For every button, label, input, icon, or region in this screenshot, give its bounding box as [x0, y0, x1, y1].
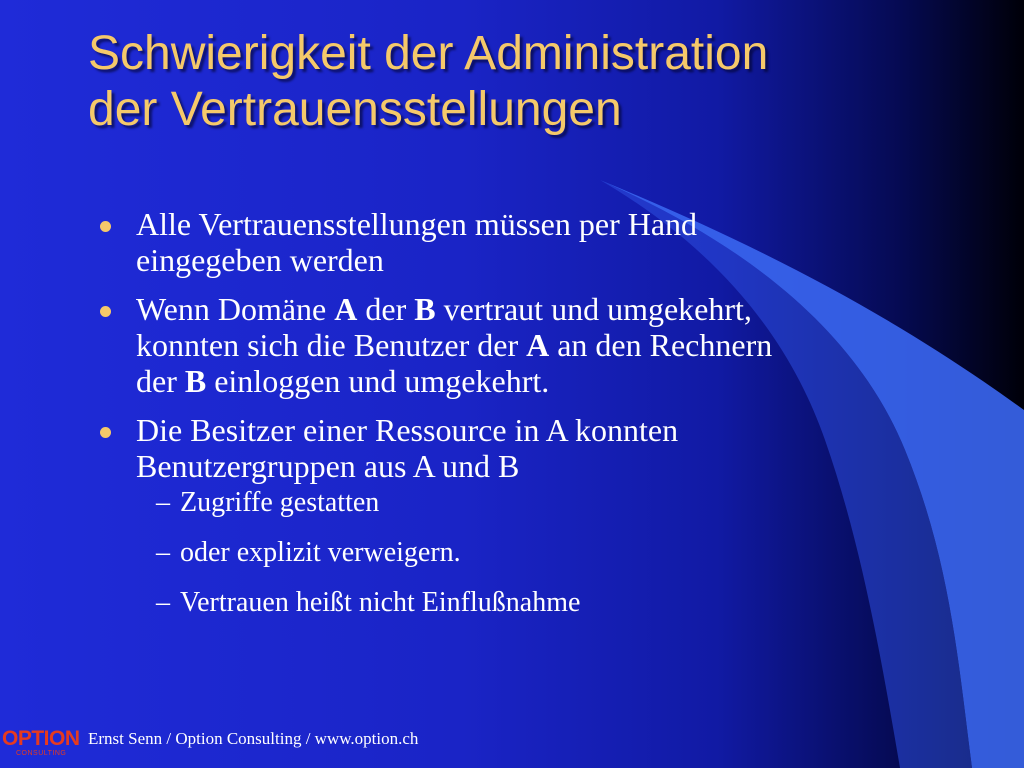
logo-wordmark: OPTION	[2, 727, 80, 750]
bullet-item	[100, 412, 940, 484]
title-line-2: der Vertrauensstellungen	[88, 83, 622, 136]
sub-bullet-item	[100, 487, 940, 519]
bullet-text: Die Besitzer einer Ressource in A konnten	[136, 412, 679, 448]
bullet-line	[136, 363, 940, 399]
sub-bullet-list	[100, 487, 940, 619]
bullet-line	[136, 291, 940, 327]
bold-text: B	[184, 363, 207, 399]
sub-bullet-item	[100, 587, 940, 619]
bullet-text: der	[136, 363, 185, 399]
bold-text: A	[526, 327, 550, 363]
bullet-line	[136, 327, 940, 363]
bullet-text: vertraut und umgekehrt,	[435, 291, 752, 327]
bold-text: B	[414, 291, 436, 327]
bullet-dot-icon	[100, 306, 111, 317]
dash-marker: –	[156, 487, 170, 518]
sub-bullet-item	[100, 537, 940, 569]
slide-title	[88, 26, 1008, 138]
bullet-line	[136, 206, 940, 242]
sub-bullet-text: Vertrauen heißt nicht Einflußnahme	[180, 587, 581, 618]
bullet-text: einloggen und umgekehrt.	[206, 363, 550, 399]
title-line-1: Schwierigkeit der Administration	[88, 27, 769, 80]
sub-bullet-text: oder explizit verweigern.	[180, 537, 461, 568]
bullet-text: an den Rechnern	[549, 327, 773, 363]
bullet-line	[136, 448, 940, 484]
bullet-dot-icon	[100, 221, 111, 232]
bullet-text: konnten sich die Benutzer der	[136, 327, 527, 363]
slide-body	[100, 206, 940, 637]
bullet-dot-icon	[100, 427, 111, 438]
dash-marker: –	[156, 537, 170, 568]
sub-bullet-text: Zugriffe gestatten	[180, 487, 380, 518]
bullet-line	[136, 242, 940, 278]
bullet-text: Wenn Domäne	[136, 291, 335, 327]
bullet-text: der	[357, 291, 415, 327]
logo-subtitle: CONSULTING	[16, 750, 67, 757]
bullet-item	[100, 291, 940, 399]
dash-marker: –	[156, 587, 170, 618]
footer-text: Ernst Senn / Option Consulting / www.option.ch	[88, 729, 419, 748]
bullet-item	[100, 206, 940, 278]
bold-text: A	[334, 291, 358, 327]
bullet-text: Benutzergruppen aus A und B	[136, 448, 520, 484]
bullet-list	[100, 206, 940, 484]
bullet-text: Alle Vertrauensstellungen müssen per Hand	[136, 206, 698, 242]
option-logo	[2, 728, 80, 760]
bullet-text: eingegeben werden	[136, 242, 384, 278]
bullet-line	[136, 412, 940, 448]
